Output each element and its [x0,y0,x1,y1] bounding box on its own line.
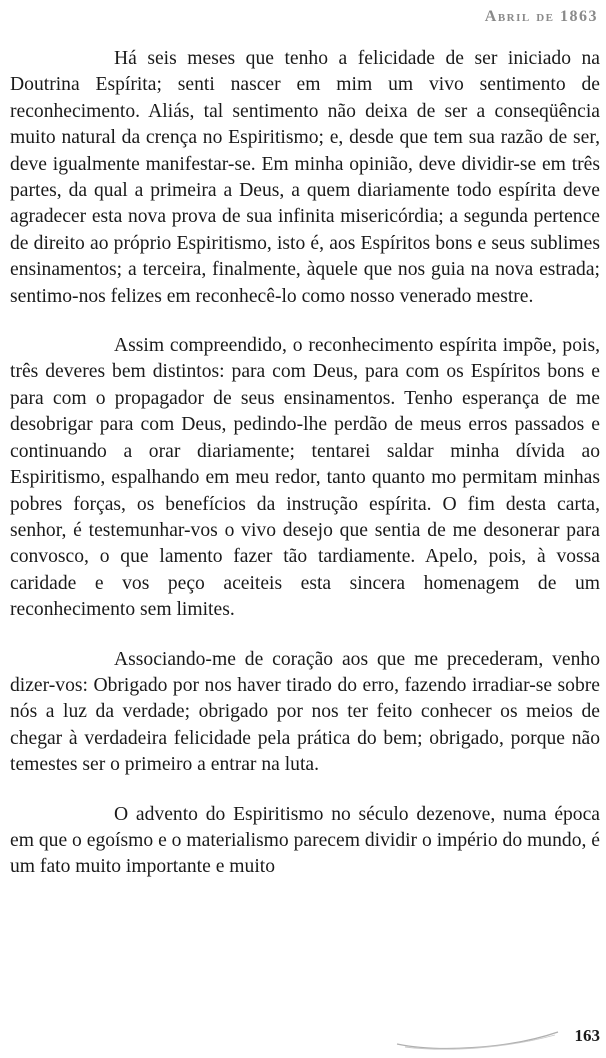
paragraph-4: O advento do Espiritismo no século dezenove, numa época em que o egoísmo e o materialismo parecem dividir o império do mundo, é um fato muito importante e muito [10,803,600,878]
page-body [10,46,600,904]
swoosh-ornament-icon [395,1026,560,1052]
page-number: 163 [574,1026,600,1045]
paragraph-3: Associando-me de coração aos que me precederam, venho dizer-vos: Obrigado por nos haver tirado do erro, fazendo irradiar-se sobre nós a luz da verdade; obrigado por nos ter feito conhecer os meios de chegar à verdadeira felicidade pela prática do bem; obrigado, porque não temestes ser o primeiro a entrar na luta. [10,648,600,776]
paragraph-2: Assim compreendido, o reconhecimento espírita impõe, pois, três deveres bem distintos: para com Deus, para com os Espíritos bons e para com o propagador de seus ensinamentos. Tenho esperança de me desobrigar para com Deus, pedindo-lhe perdão de meus erros passados e continuando a orar diariamente; tentarei saldar minha dívida ao Espiritismo, espalhando em meu redor, tanto quanto mo permitam minhas pobres forças, os benefícios da instrução espírita. O fim desta carta, senhor, é testemunhar-vos o vivo desejo que sentia de me desonerar para convosco, o que lamento fazer tão tardiamente. Apelo, pois, à vossa caridade e vos peço aceiteis esta sincera homenagem de um reconhecimento sem limites. [10,335,600,621]
running-header: Abril de 1863 [484,8,598,25]
paragraph-1: Há seis meses que tenho a felicidade de ser iniciado na Doutrina Espírita; senti nascer em mim um vivo sentimento de reconhecimento. Aliás, tal sentimento não deixa de ser a conseqüência muito natural da crença no Espiritismo; e, desde que tem sua razão de ser, deve igualmente manifestar-se. Em minha opinião, deve dividir-se em três partes, da qual a primeira a Deus, a quem diariamente todo espírita deve agradecer esta nova prova de sua infinita misericórdia; a segunda pertence de direito ao próprio Espiritismo, isto é, aos Espíritos bons e seus sublimes ensinamentos; a terceira, finalmente, àquele que nos guia na nova estrada; sentimo-nos felizes em reconhecê-lo como nosso venerado mestre. [10,48,600,307]
